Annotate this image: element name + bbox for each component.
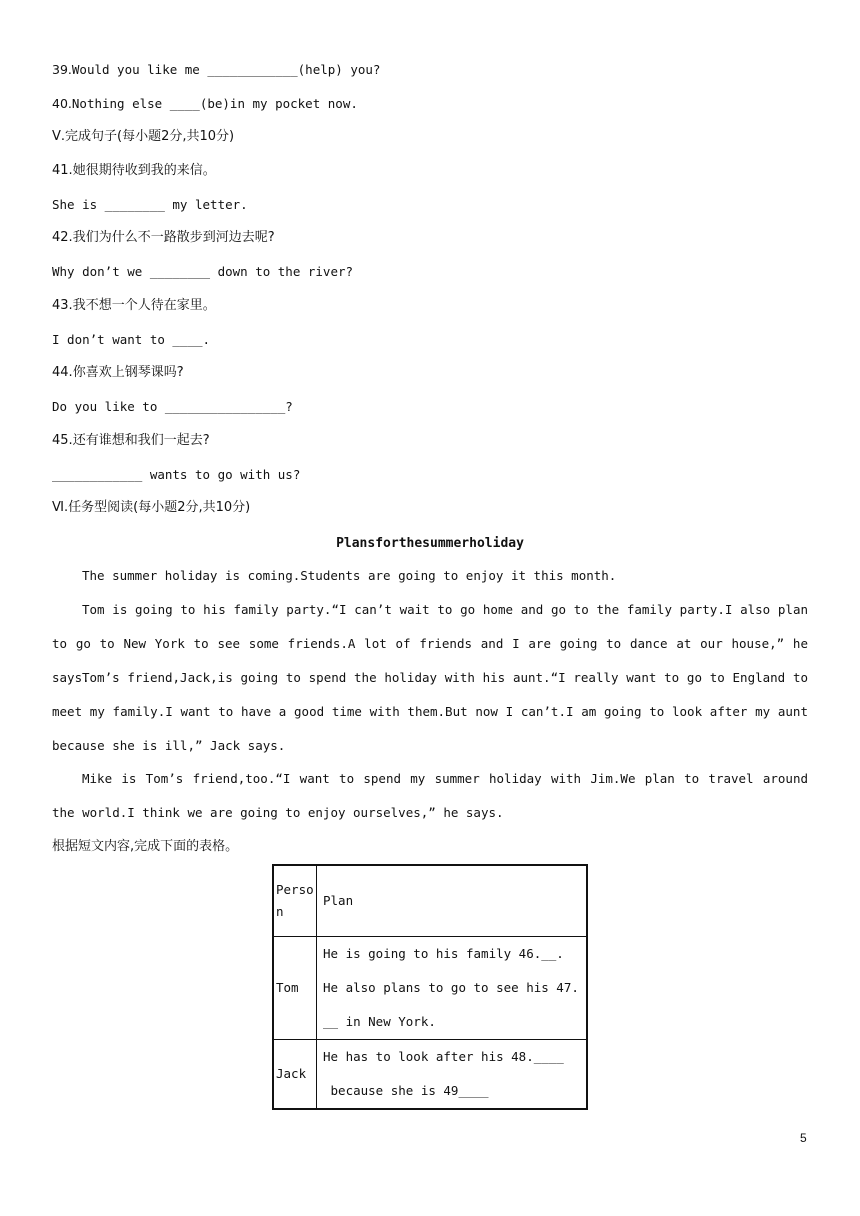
table-header-row — [273, 865, 587, 937]
row-plan — [317, 1040, 588, 1110]
row-person: Jack — [273, 1040, 317, 1110]
passage-paragraph-4: Mike is Tom’s friend,too.“I want to spend my summer holiday with Jim.We plan to travel around the world.I think we are going to enjoy ourselves,” he says. — [52, 771, 808, 820]
table-instruction: 根据短文内容,完成下面的表格。 — [52, 839, 239, 854]
table-row — [273, 937, 587, 1040]
question-41-english: She is ________ my letter. — [52, 197, 248, 212]
question-44-english: Do you like to ________________? — [52, 399, 293, 414]
plan-table — [272, 864, 588, 1110]
row-person: Tom — [273, 937, 317, 1040]
question-43-chinese: 43.我不想一个人待在家里。 — [52, 298, 216, 313]
passage-paragraph-3: Tom’s friend,Jack,is going to spend the holiday with his aunt.“I really want to go to England to meet my family.I want to have a good time with them.But now I can’t.I am going to look after my aunt because she is ill,” Jack says. — [52, 670, 808, 753]
plan-line: He is going to his family 46.__. — [323, 946, 564, 961]
question-41-chinese: 41.她很期待收到我的来信。 — [52, 163, 216, 178]
section-6-heading: Ⅵ.任务型阅读(每小题2分,共10分) — [52, 500, 251, 515]
header-plan: Plan — [317, 865, 588, 937]
plan-line: because she is 49____ — [323, 1083, 489, 1098]
plan-line: He has to look after his 48.____ — [323, 1049, 564, 1064]
table-row — [273, 1040, 587, 1110]
passage-title: Plansforthesummerholiday — [336, 536, 524, 551]
page-number: 5 — [800, 1131, 807, 1145]
question-45-english: ____________ wants to go with us? — [52, 467, 301, 482]
passage-paragraph-2: Tom is going to his family party.“I can’t wait to go home and go to the family party.I also plan to go to New York to see some friends.A lot of friends and I are going to dance at our house,” he says. — [52, 602, 808, 685]
question-39: 39.Would you like me ____________(help) you? — [52, 62, 381, 77]
question-44-chinese: 44.你喜欢上钢琴课吗? — [52, 365, 184, 380]
passage-paragraph-1: The summer holiday is coming.Students are going to enjoy it this month. — [82, 568, 617, 583]
question-42-chinese: 42.我们为什么不一路散步到河边去呢? — [52, 230, 275, 245]
question-45-chinese: 45.还有谁想和我们一起去? — [52, 433, 210, 448]
header-person: Person — [273, 865, 317, 937]
plan-line: __ in New York. — [323, 1014, 436, 1029]
question-40: 40.Nothing else ____(be)in my pocket now. — [52, 96, 358, 111]
question-42-english: Why don’t we ________ down to the river? — [52, 264, 354, 279]
section-5-heading: Ⅴ.完成句子(每小题2分,共10分) — [52, 129, 235, 144]
plan-line: He also plans to go to see his 47. — [323, 980, 579, 995]
question-43-english: I don’t want to ____. — [52, 332, 211, 347]
row-plan — [317, 937, 588, 1040]
